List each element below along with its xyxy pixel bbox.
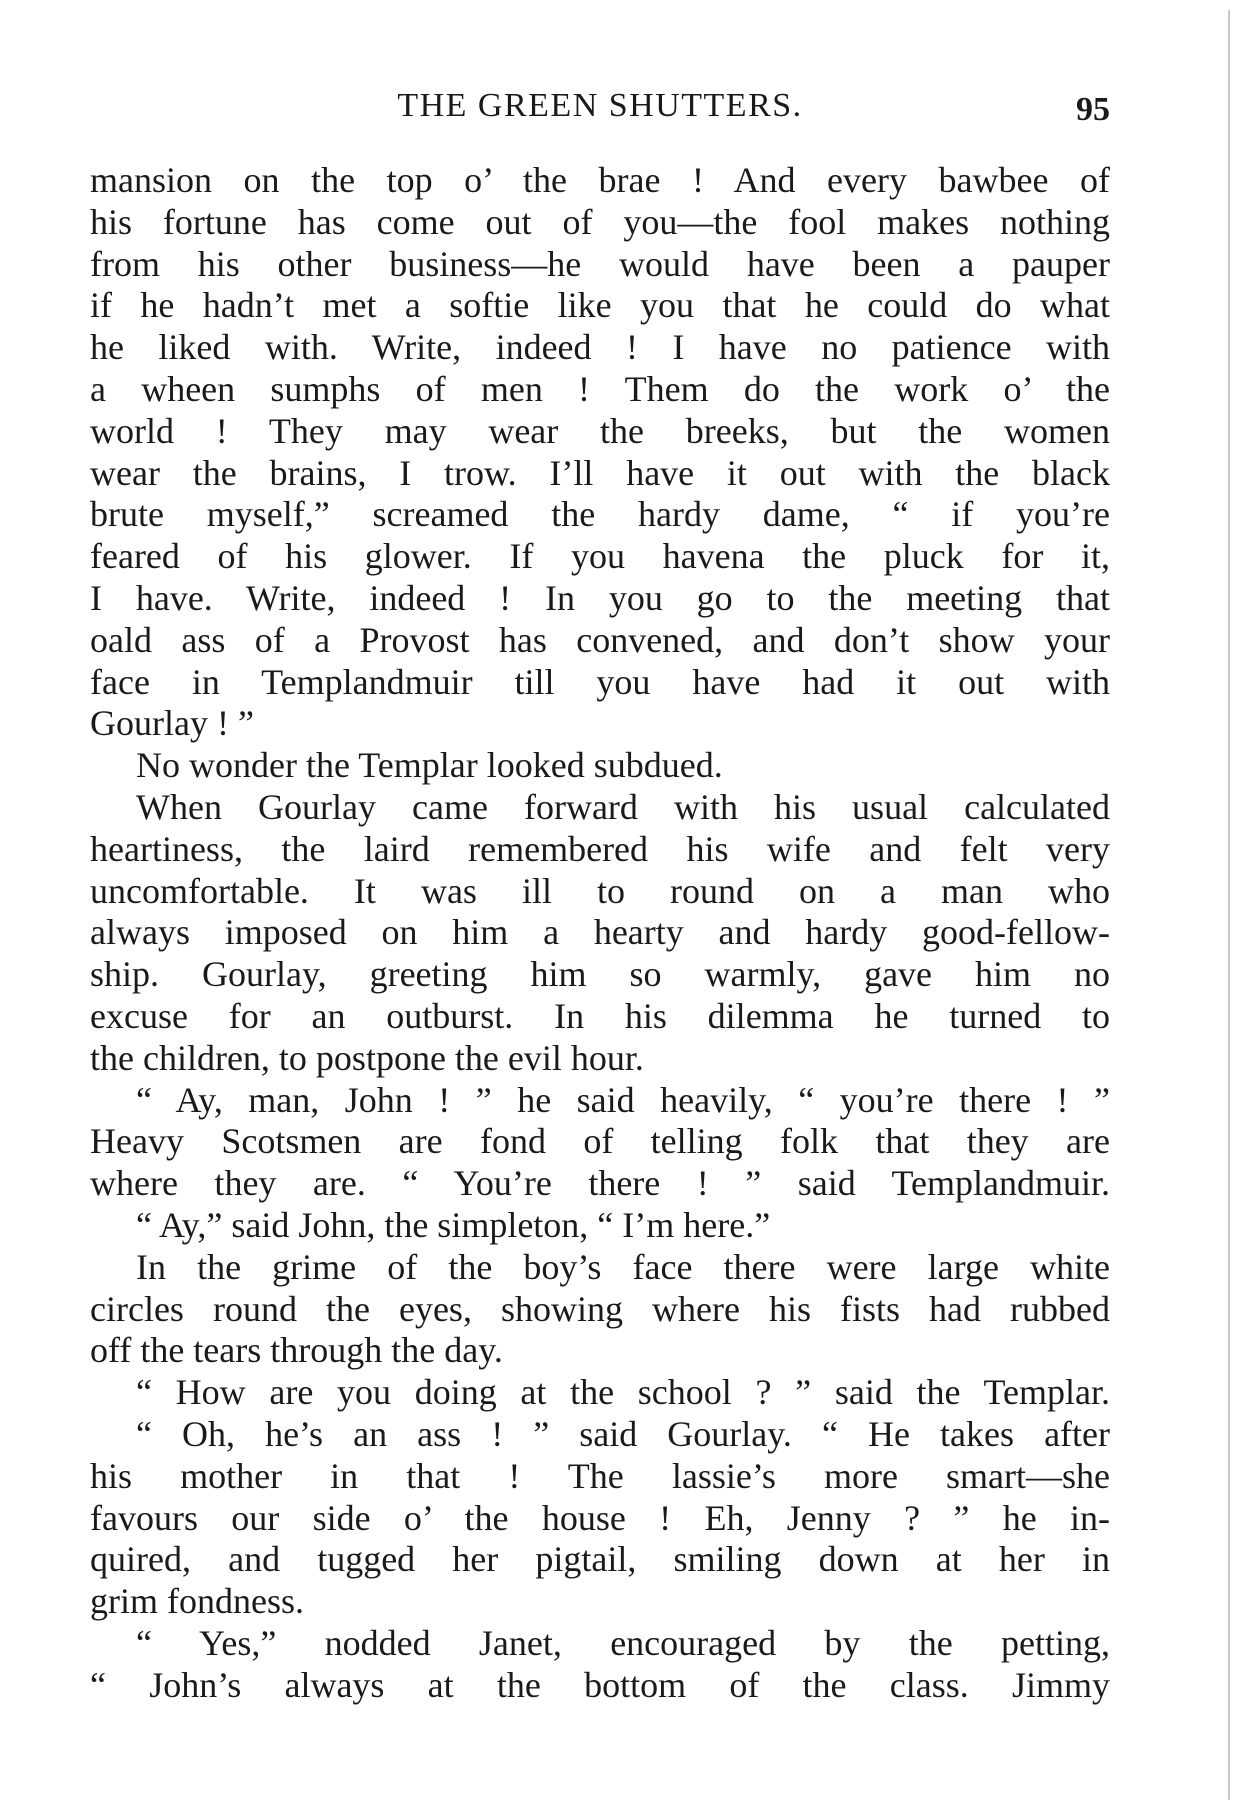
text-line: a wheen sumphs of men ! Them do the work o’ the <box>90 368 1110 409</box>
text-line: the children, to postpone the evil hour. <box>90 1037 644 1078</box>
text-line: where they are. “ You’re there ! ” said Templandmuir. <box>90 1163 1110 1204</box>
text-line: heartiness, the laird remembered his wife and felt very <box>90 828 1110 869</box>
text-line: “ Ay, man, John ! ” he said heavily, “ you’re there ! ” <box>136 1079 1110 1120</box>
text-line: No wonder the Templar looked subdued. <box>136 745 723 786</box>
text-line: oald ass of a Provost has convened, and don’t show your <box>90 619 1110 660</box>
text-line: “ John’s always at the bottom of the class. Jimmy <box>90 1664 1110 1705</box>
text-line: feared of his glower. If you havena the pluck for it, <box>90 536 1110 577</box>
page-header <box>90 86 1110 126</box>
text-line: I have. Write, indeed ! In you go to the meeting that <box>90 577 1110 618</box>
text-line: his fortune has come out of you—the fool makes nothing <box>90 201 1110 242</box>
text-line: quired, and tugged her pigtail, smiling down at her in <box>90 1539 1110 1580</box>
text-line: always imposed on him a hearty and hardy good-fellow- <box>90 912 1110 953</box>
text-line: excuse for an outburst. In his dilemma he turned to <box>90 995 1110 1036</box>
text-line: his mother in that ! The lassie’s more smart—she <box>90 1455 1110 1496</box>
text-line: favours our side o’ the house ! Eh, Jenny ? ” he in- <box>90 1497 1110 1538</box>
text-line: “ Yes,” nodded Janet, encouraged by the petting, <box>136 1622 1110 1663</box>
text-line: Gourlay ! ” <box>90 703 254 744</box>
text-line: he liked with. Write, indeed ! I have no patience with <box>90 327 1110 368</box>
text-line: world ! They may wear the breeks, but the women <box>90 410 1110 451</box>
text-line: Heavy Scotsmen are fond of telling folk that they are <box>90 1121 1110 1162</box>
text-line: uncomfortable. It was ill to round on a man who <box>90 870 1110 911</box>
text-line: When Gourlay came forward with his usual calculated <box>136 786 1110 827</box>
text-line: from his other business—he would have been a pauper <box>90 243 1110 284</box>
text-line: grim fondness. <box>90 1581 304 1622</box>
text-line: circles round the eyes, showing where his fists had rubbed <box>90 1288 1110 1329</box>
text-line: “ How are you doing at the school ? ” said the Templar. <box>136 1372 1110 1413</box>
text-line: if he hadn’t met a softie like you that he could do what <box>90 285 1110 326</box>
page-edge-line <box>1228 10 1230 1800</box>
text-line: wear the brains, I trow. I’ll have it out with the black <box>90 452 1110 493</box>
running-title: THE GREEN SHUTTERS. <box>397 87 803 124</box>
text-line: In the grime of the boy’s face there were large white <box>136 1246 1110 1287</box>
text-line: brute myself,” screamed the hardy dame, “ if you’re <box>90 494 1110 535</box>
body-text <box>90 160 1110 1706</box>
text-line: “ Ay,” said John, the simpleton, “ I’m here.” <box>136 1204 771 1245</box>
text-line: “ Oh, he’s an ass ! ” said Gourlay. “ He takes after <box>136 1413 1110 1454</box>
text-line: face in Templandmuir till you have had it out with <box>90 661 1110 702</box>
text-line: off the tears through the day. <box>90 1330 503 1371</box>
text-line: ship. Gourlay, greeting him so warmly, gave him no <box>90 954 1110 995</box>
page-number: 95 <box>1076 91 1110 128</box>
text-line: mansion on the top o’ the brae ! And every bawbee of <box>90 160 1110 200</box>
